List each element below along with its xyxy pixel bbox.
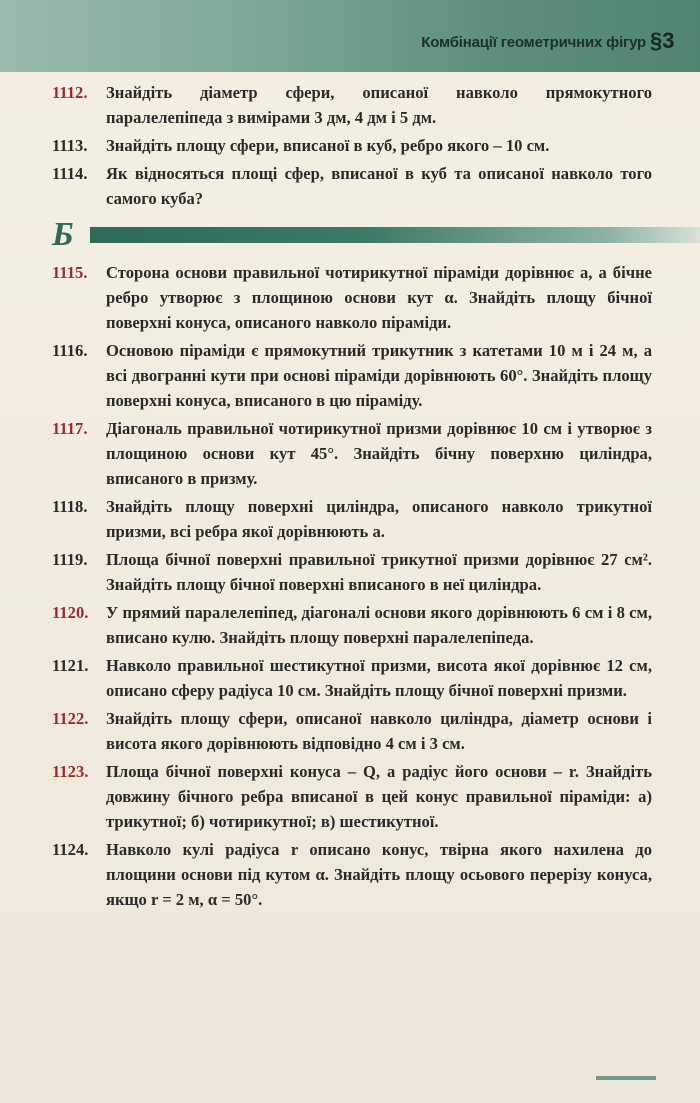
problem-text: Знайдіть площу поверхні циліндра, описаного навколо трикутної призми, всі ребра якої дорівнюють a. <box>106 497 652 541</box>
problem-1115 <box>52 260 652 335</box>
problem-text: Як відносяться площі сфер, вписаної в куб та описаної навколо того самого куба? <box>106 164 652 208</box>
problem-number: 1124. <box>52 840 89 859</box>
problem-1118 <box>52 494 652 544</box>
problem-number: 1114. <box>52 164 88 183</box>
problem-number: 1113. <box>52 136 88 155</box>
problem-number: 1115. <box>52 263 88 282</box>
problem-text: Знайдіть діаметр сфери, описаної навколо прямокутного паралелепіпеда з вимірами 3 дм, 4 дм і 5 дм. <box>106 83 652 127</box>
difficulty-level-header <box>52 216 652 256</box>
problem-text: Діагональ правильної чотирикутної призми дорівнює 10 см і утворює з площиною основи кут 45°. Знайдіть бічну поверхню циліндра, вписаного в призму. <box>106 419 652 488</box>
problem-text: Знайдіть площу сфери, описаної навколо циліндра, діаметр основи і висота якого дорівнюють відповідно 4 см і 3 см. <box>106 709 652 753</box>
header-band <box>0 0 700 72</box>
running-header-title: Комбінації геометричних фігур <box>421 34 646 51</box>
problem-1124 <box>52 837 652 912</box>
problem-number: 1120. <box>52 603 89 622</box>
problem-1116 <box>52 338 652 413</box>
problem-number: 1117. <box>52 419 88 438</box>
problem-text: У прямий паралелепіпед, діагоналі основи якого дорівнюють 6 см і 8 см, вписано кулю. Знайдіть площу поверхні паралелепіпеда. <box>106 603 652 647</box>
problem-1117 <box>52 416 652 491</box>
problem-number: 1112. <box>52 83 88 102</box>
level-letter: Б <box>52 216 74 253</box>
problem-number: 1123. <box>52 762 89 781</box>
problem-number: 1118. <box>52 497 88 516</box>
section-number: §3 <box>650 28 675 53</box>
problem-text: Основою піраміди є прямокутний трикутник з катетами 10 м і 24 м, а всі двогранні кути при основі піраміди дорівнюють 60°. Знайдіть площу поверхні конуса, вписаного в цю піраміду. <box>106 341 652 410</box>
problem-text: Знайдіть площу сфери, вписаної в куб, ребро якого – 10 см. <box>106 136 550 155</box>
problems-level-b <box>52 260 652 912</box>
problem-1120 <box>52 600 652 650</box>
problem-number: 1116. <box>52 341 88 360</box>
problem-1114 <box>52 161 652 211</box>
level-bar <box>90 227 700 243</box>
problem-text: Навколо кулі радіуса r описано конус, твірна якого нахилена до площини основи під кутом α. Знайдіть площу осьового перерізу конуса, якщо r = 2 м, α = 50°. <box>106 840 652 909</box>
problem-text: Навколо правильної шестикутної призми, висота якої дорівнює 12 см, описано сферу радіуса 10 см. Знайдіть площу бічної поверхні призми. <box>106 656 652 700</box>
problem-1113 <box>52 133 652 158</box>
problem-1119 <box>52 547 652 597</box>
bottom-decorative-rule <box>596 1076 656 1080</box>
problem-1121 <box>52 653 652 703</box>
problem-text: Площа бічної поверхні правильної трикутної призми дорівнює 27 см². Знайдіть площу бічної поверхні вписаного в неї циліндра. <box>106 550 652 594</box>
problem-text: Сторона основи правильної чотирикутної піраміди дорівнює a, а бічне ребро утворює з площиною основи кут α. Знайдіть площу бічної поверхні конуса, описаного навколо піраміди. <box>106 263 652 332</box>
problems-level-a <box>52 80 652 211</box>
problem-1122 <box>52 706 652 756</box>
problem-number: 1119. <box>52 550 88 569</box>
problem-number: 1121. <box>52 656 89 675</box>
problem-1112 <box>52 80 652 130</box>
problem-1123 <box>52 759 652 834</box>
problem-text: Площа бічної поверхні конуса – Q, а радіус його основи – r. Знайдіть довжину бічного ребра вписаної в цей конус правильної піраміди: а) трикутної; б) чотирикутної; в) шестикутної. <box>106 762 652 831</box>
problem-number: 1122. <box>52 709 89 728</box>
